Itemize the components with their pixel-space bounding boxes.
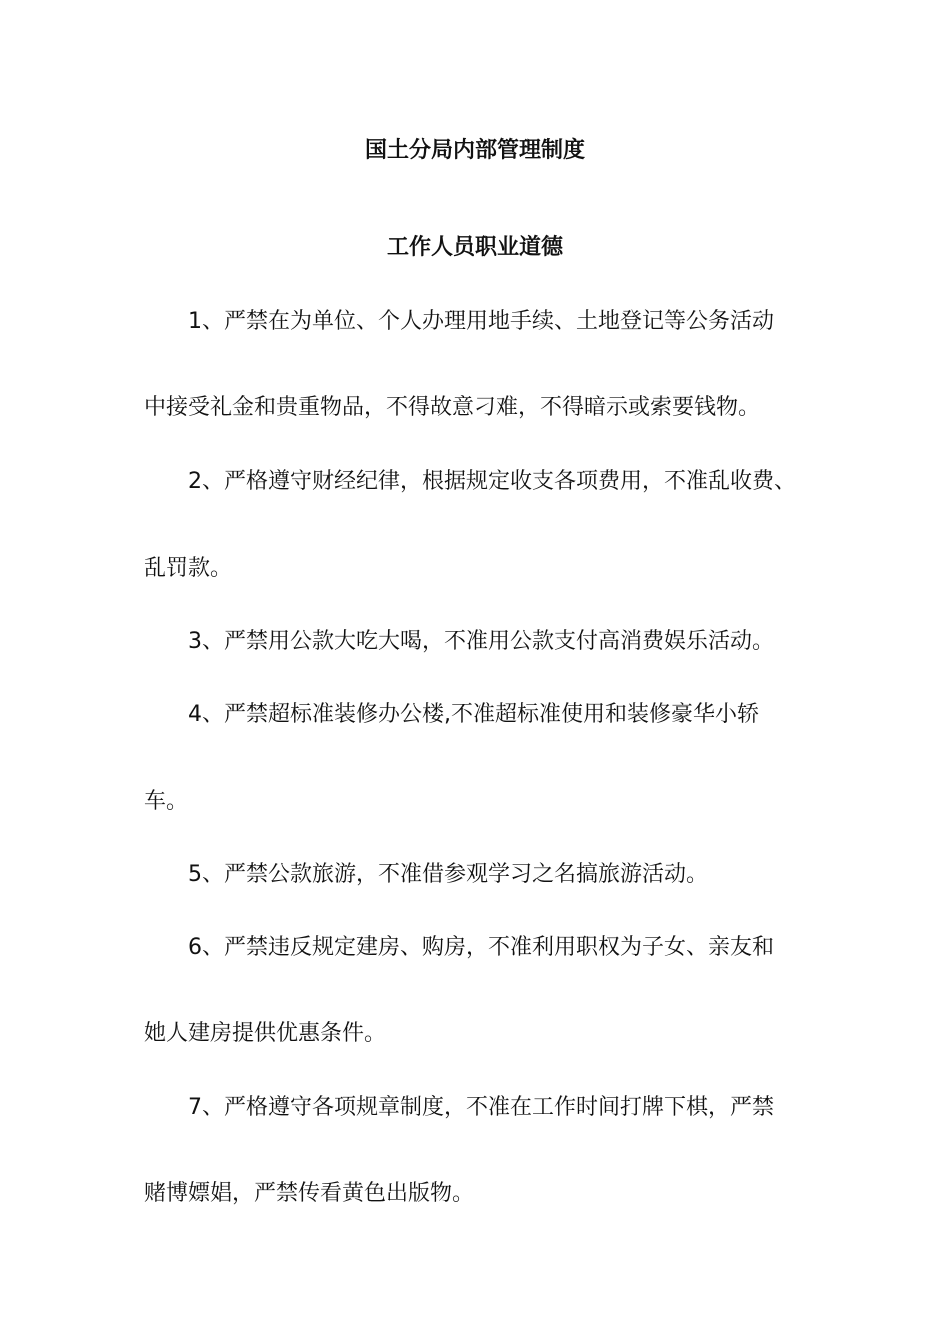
paragraph-line: 车。 — [144, 789, 189, 814]
paragraph-line: 1、严禁在为单位、个人办理用地手续、土地登记等公务活动 — [188, 309, 774, 334]
paragraph-line: 6、严禁违反规定建房、购房，不准利用职权为子女、亲友和 — [188, 935, 774, 960]
paragraph-line: 中接受礼金和贵重物品，不得故意刁难，不得暗示或索要钱物。 — [144, 395, 761, 420]
section-heading: 工作人员职业道德 — [386, 235, 563, 260]
paragraph-line: 4、严禁超标准装修办公楼,不准超标准使用和装修豪华小轿 — [188, 702, 759, 727]
paragraph-line: 2、严格遵守财经纪律，根据规定收支各项费用，不准乱收费、 — [188, 469, 796, 494]
paragraph-line: 7、严格遵守各项规章制度，不准在工作时间打牌下棋，严禁 — [188, 1095, 774, 1120]
document-title: 国土分局内部管理制度 — [364, 138, 585, 163]
paragraph-line: 她人建房提供优惠条件。 — [144, 1021, 387, 1046]
paragraph-line: 5、严禁公款旅游，不准借参观学习之名搞旅游活动。 — [188, 862, 708, 887]
paragraph-line: 3、严禁用公款大吃大喝，不准用公款支付高消费娱乐活动。 — [188, 629, 774, 654]
paragraph-line: 赌博嫖娼，严禁传看黄色出版物。 — [144, 1181, 475, 1206]
paragraph-line: 乱罚款。 — [144, 556, 233, 581]
